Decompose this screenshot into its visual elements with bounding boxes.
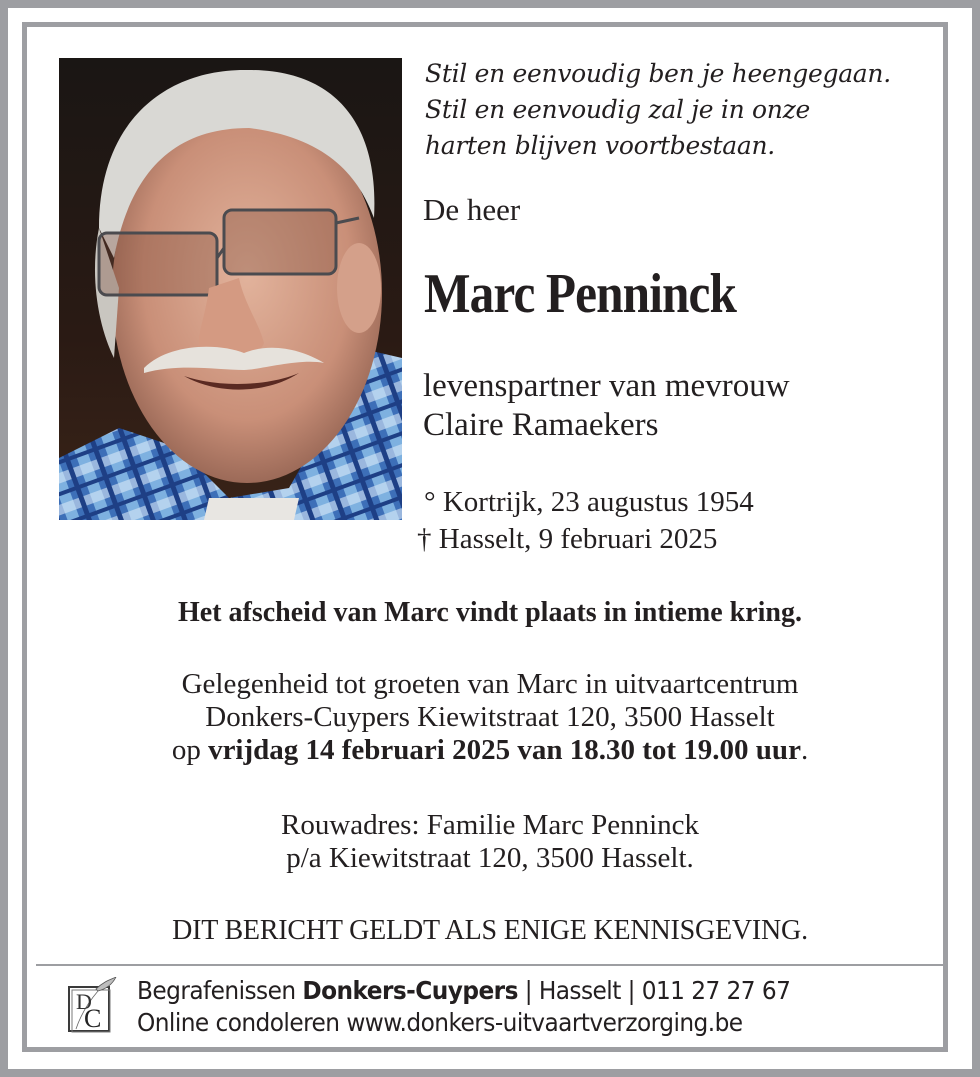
birth-symbol: ° (424, 486, 436, 518)
visitation-suffix: . (800, 734, 809, 766)
relation (423, 367, 790, 445)
dc-logo-icon (66, 977, 118, 1033)
footer-city: Hasselt (538, 976, 621, 1005)
mourning-address (30, 809, 950, 875)
visitation-prefix: op (171, 734, 209, 766)
visitation-line: Donkers-Cuypers Kiewitstraat 120, 3500 Hasselt (205, 701, 775, 733)
footer-line-online (137, 1007, 790, 1039)
deceased-name: Marc Penninck (424, 263, 737, 325)
footer-phone[interactable]: 011 27 27 67 (641, 976, 791, 1005)
footer-label: Begrafenissen (137, 976, 303, 1005)
separator: | (620, 976, 642, 1005)
portrait-image (59, 58, 402, 520)
separator: | (517, 976, 539, 1005)
funeral-home-logo (66, 977, 118, 1033)
visitation-line (30, 734, 950, 767)
visitation-line: Gelegenheid tot groeten van Marc in uitvaartcentrum (181, 668, 799, 700)
svg-text:C: C (84, 1004, 102, 1033)
poem-line: harten blijven voortbestaan. (425, 131, 775, 160)
relation-line: Claire Ramaekers (423, 407, 659, 443)
birth-text: Kortrijk, 23 augustus 1954 (442, 486, 754, 518)
visitation-datetime: vrijdag 14 februari 2025 van 18.30 tot 19.00 uur (208, 734, 801, 766)
death-info (417, 523, 717, 556)
birth-info (424, 486, 754, 519)
footer-divider (36, 964, 944, 966)
poem (425, 56, 891, 164)
poem-line: Stil en eenvoudig ben je heengegaan. (425, 59, 891, 88)
poem-line: Stil en eenvoudig zal je in onze (425, 95, 810, 124)
visitation-info (30, 668, 950, 767)
address-line: Rouwadres: Familie Marc Penninck (281, 809, 699, 841)
death-text: Hasselt, 9 februari 2025 (438, 523, 718, 555)
funeral-home-name: Donkers-Cuypers (302, 976, 518, 1005)
closing-notice: DIT BERICHT GELDT ALS ENIGE KENNISGEVING. (172, 915, 808, 946)
condolence-link[interactable]: www.donkers-uitvaartverzorging.be (346, 1008, 743, 1037)
relation-line: levenspartner van mevrouw (423, 368, 790, 404)
footer-label: Online condoleren (137, 1008, 347, 1037)
svg-text:D: D (76, 989, 92, 1014)
title-prefix: De heer (423, 192, 521, 227)
funeral-home-info (137, 975, 790, 1039)
footer-line-contact (137, 975, 790, 1007)
cross-icon: † (417, 523, 432, 555)
address-line: p/a Kiewitstraat 120, 3500 Hasselt. (286, 842, 694, 874)
farewell-text: Het afscheid van Marc vindt plaats in intieme kring. (177, 597, 803, 628)
portrait-photo (59, 58, 402, 520)
